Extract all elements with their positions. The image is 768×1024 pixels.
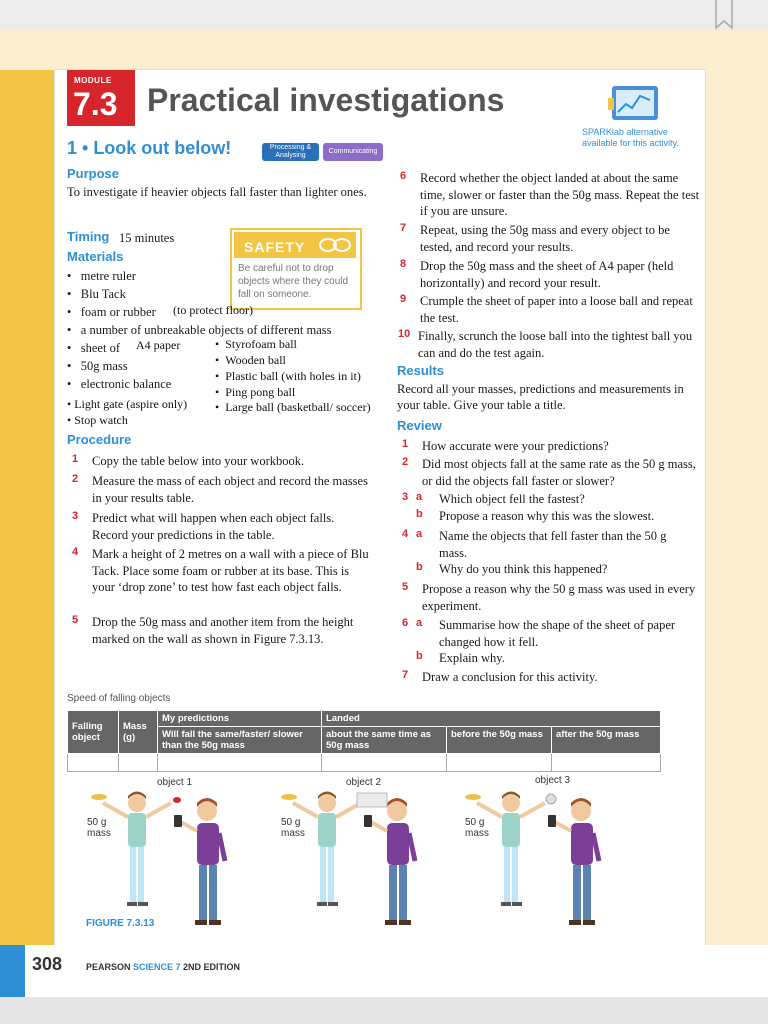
badge-communicating: Communicating [323, 143, 383, 161]
results-heading: Results [397, 363, 444, 378]
mass-label: 50 g mass [465, 817, 489, 839]
col-my-predictions: My predictions [158, 711, 322, 727]
material-item: • electronic balance [67, 377, 172, 391]
materials-heading: Materials [67, 249, 124, 264]
falling-objects-illustration [67, 775, 687, 935]
activity-title: 1 • Look out below! [67, 138, 232, 158]
material-item: • sheet of [67, 341, 120, 355]
sparklab-note: SPARKlab alternative available for this activity. [582, 127, 679, 148]
material-item: • 50g mass [67, 359, 128, 373]
bookmark-icon[interactable] [713, 0, 735, 30]
material-item: • Blu Tack [67, 287, 126, 301]
material-item: • foam or rubber [67, 305, 156, 319]
col-prediction-sub: Will fall the same/faster/ slower than the 50g mass [158, 727, 322, 754]
material-item: • metre ruler [67, 269, 136, 283]
handwritten-note: • Light gate (aspire only) [67, 397, 188, 411]
col-after: after the 50g mass [552, 727, 661, 754]
handwritten-note: • Wooden ball [215, 353, 286, 367]
handwritten-note: • Plastic ball (with holes in it) [215, 369, 361, 383]
timing-heading: Timing [67, 229, 110, 244]
timing-value: 15 minutes [119, 231, 175, 245]
col-before: before the 50g mass [447, 727, 552, 754]
handwritten-note: • Styrofoam ball [215, 337, 297, 351]
publisher-name: PEARSON SCIENCE 7 2ND EDITION [86, 962, 241, 972]
mass-icon [91, 794, 107, 800]
handwritten-note: A4 paper [136, 338, 181, 352]
material-item: • a number of unbreakable objects of different mass [67, 323, 332, 337]
col-landed: Landed [322, 711, 661, 727]
col-same-time: about the same time as 50g mass [322, 727, 447, 754]
handwritten-note: • Large ball (basketball/ soccer) [215, 400, 371, 414]
bottom-bar [0, 997, 768, 1024]
results-text: Record all your masses, predictions and measurements in your table. Give your table a title. [397, 382, 684, 412]
badge-processing: Processing & Analysing [262, 143, 319, 161]
procedure-heading: Procedure [67, 432, 132, 447]
page-number-tab [0, 945, 25, 997]
safety-header [234, 232, 356, 258]
object-label: object 1 [157, 777, 193, 788]
object-label: object 2 [346, 777, 382, 788]
safety-text: Be careful not to drop objects where they could fall on someone. [238, 263, 349, 300]
safety-label: SAFETY [244, 239, 306, 255]
safety-goggles-icon [318, 235, 352, 255]
col-mass: Mass (g) [119, 711, 158, 754]
handwritten-note: • Stop watch [67, 413, 128, 427]
mass-label: 50 g mass [87, 817, 111, 839]
page-number: 308 [32, 954, 63, 974]
sparklab-icon [608, 84, 664, 124]
handwritten-note: • Ping pong ball [215, 385, 296, 399]
review-heading: Review [397, 418, 442, 433]
module-number: 7.3 [73, 86, 118, 122]
handwritten-note: (to protect floor) [173, 303, 253, 317]
purpose-text: To investigate if heavier objects fall faster than lighter ones. [67, 185, 367, 199]
safety-box [230, 228, 362, 310]
figure-caption: FIGURE 7.3.13 [86, 918, 155, 929]
top-toolbar [0, 0, 768, 30]
page-title: Practical investigations [147, 82, 505, 118]
module-box [67, 70, 135, 126]
col-falling-object: Falling object [68, 711, 119, 754]
mass-label: 50 g mass [281, 817, 305, 839]
figure-illustration [67, 775, 687, 935]
object-label: object 3 [535, 775, 571, 786]
table-caption: Speed of falling objects [67, 693, 171, 704]
module-label: MODULE [74, 76, 112, 85]
purpose-heading: Purpose [67, 166, 120, 181]
table-row [68, 754, 661, 772]
margin-band [0, 70, 55, 945]
results-table [67, 710, 661, 772]
